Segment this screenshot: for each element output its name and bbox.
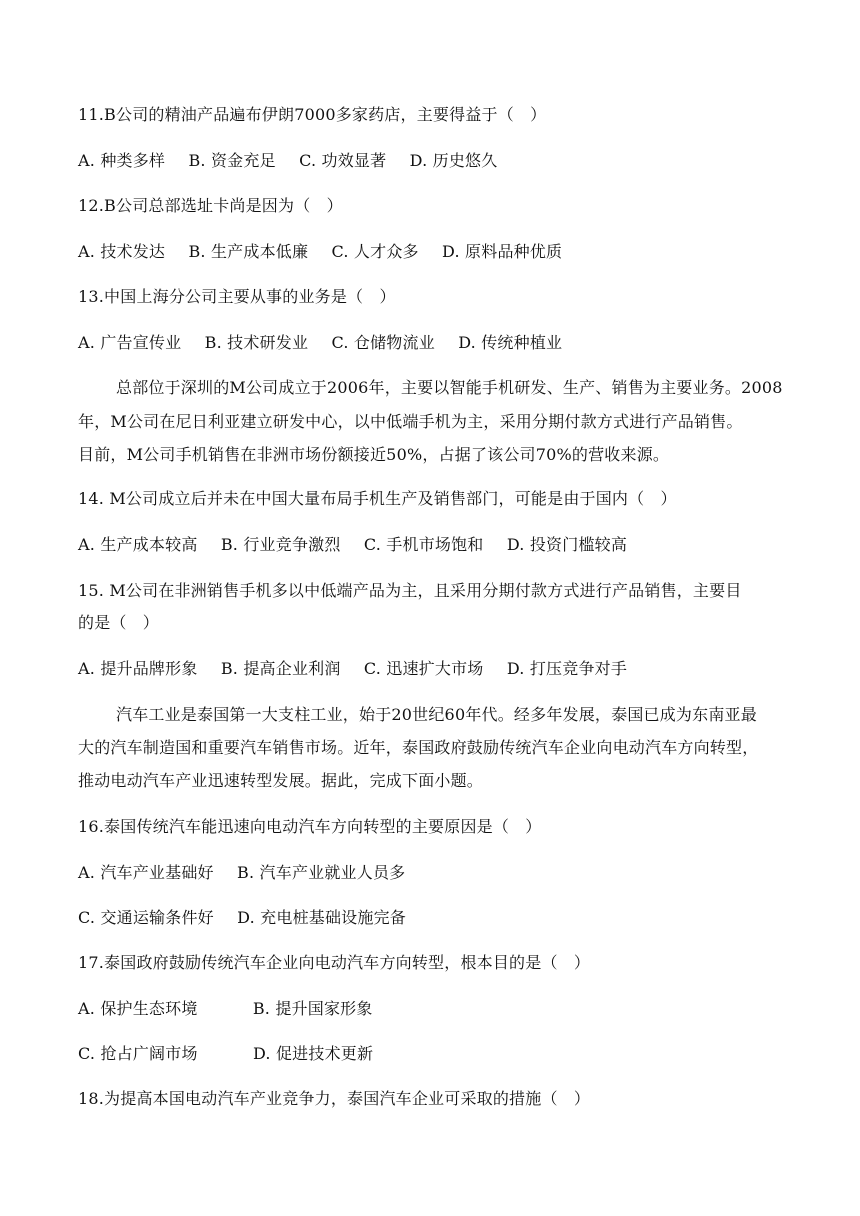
- question-11-options: [78, 150, 497, 172]
- question-11-option-d: D. 历史悠久: [409, 151, 498, 170]
- question-11-option-a: A. 种类多样: [78, 151, 166, 170]
- question-12-options: [78, 241, 562, 263]
- question-15-option-a: A. 提升品牌形象: [78, 659, 198, 678]
- question-17-options-row-1: [78, 998, 373, 1020]
- question-14-option-a: A. 生产成本较高: [78, 535, 198, 554]
- question-16-options-row-2: [78, 907, 406, 929]
- passage-thai-line-3: 推动电动汽车产业迅速转型发展。据此，完成下面小题。: [78, 771, 484, 790]
- question-17-option-c: C. 抢占广阔市场: [78, 1044, 198, 1063]
- passage-m-line-3: 目前，M公司手机销售在非洲市场份额接近50%，占据了该公司70%的营收来源。: [78, 445, 670, 464]
- question-17-option-a: A. 保护生态环境: [78, 999, 198, 1018]
- question-14-option-b: B. 行业竞争激烈: [220, 535, 341, 554]
- question-15-option-d: D. 打压竞争对手: [506, 659, 628, 678]
- passage-m-line-2: 年，M公司在尼日利亚建立研发中心，以中低端手机为主，采用分期付款方式进行产品销售。: [78, 412, 743, 431]
- question-18-stem: 18.为提高本国电动汽车产业竞争力，泰国汽车企业可采取的措施（ ）: [78, 1089, 591, 1108]
- question-15-stem-line-2: 的是（ ）: [78, 613, 160, 632]
- question-15-option-c: C. 迅速扩大市场: [363, 659, 484, 678]
- question-17-stem: 17.泰国政府鼓励传统汽车企业向电动汽车方向转型，根本目的是（ ）: [78, 953, 591, 972]
- question-16-option-c: C. 交通运输条件好: [78, 908, 214, 927]
- question-17-options-row-2: [78, 1043, 373, 1065]
- question-16-stem: 16.泰国传统汽车能迅速向电动汽车方向转型的主要原因是（ ）: [78, 817, 542, 836]
- question-13-option-c: C. 仓储物流业: [331, 333, 435, 352]
- question-12-option-d: D. 原料品种优质: [442, 242, 563, 261]
- question-15-options: [78, 658, 627, 680]
- question-12-option-c: C. 人才众多: [331, 242, 419, 261]
- question-12-option-b: B. 生产成本低廉: [188, 242, 309, 261]
- passage-thai-line-1: 汽车工业是泰国第一大支柱工业，始于20世纪60年代。经多年发展，泰国已成为东南亚最: [116, 705, 757, 724]
- question-13-option-b: B. 技术研发业: [204, 333, 309, 352]
- question-14-stem: 14. M公司成立后并未在中国大量布局手机生产及销售部门，可能是由于国内（ ）: [78, 489, 677, 508]
- question-13-stem: 13.中国上海分公司主要从事的业务是（ ）: [78, 287, 396, 306]
- question-14-options: [78, 534, 627, 556]
- question-16-options-row-1: [78, 862, 405, 884]
- question-17-option-d: D. 促进技术更新: [252, 1044, 374, 1063]
- question-16-option-a: A. 汽车产业基础好: [78, 863, 214, 882]
- passage-m-line-1: 总部位于深圳的M公司成立于2006年，主要以智能手机研发、生产、销售为主要业务。2008: [116, 378, 783, 397]
- question-14-option-d: D. 投资门槛较高: [506, 535, 628, 554]
- question-11-option-b: B. 资金充足: [188, 151, 276, 170]
- question-11-option-c: C. 功效显著: [299, 151, 387, 170]
- question-16-option-d: D. 充电桩基础设施完备: [237, 908, 406, 927]
- passage-thai-line-2: 大的汽车制造国和重要汽车销售市场。近年，泰国政府鼓励传统汽车企业向电动汽车方向转型，: [78, 738, 759, 757]
- question-13-option-a: A. 广告宣传业: [78, 333, 182, 352]
- question-14-option-c: C. 手机市场饱和: [363, 535, 484, 554]
- question-11-stem: 11.B公司的精油产品遍布伊朗7000多家药店，主要得益于（ ）: [78, 105, 547, 124]
- question-15-stem-line-1: 15. M公司在非洲销售手机多以中低端产品为主，且采用分期付款方式进行产品销售，主要目: [78, 581, 742, 600]
- question-15-option-b: B. 提高企业利润: [220, 659, 341, 678]
- question-12-stem: 12.B公司总部选址卡尚是因为（ ）: [78, 196, 343, 215]
- question-17-option-b: B. 提升国家形象: [252, 999, 373, 1018]
- question-16-option-b: B. 汽车产业就业人员多: [237, 863, 406, 882]
- question-12-option-a: A. 技术发达: [78, 242, 166, 261]
- question-13-options: [78, 332, 562, 354]
- question-13-option-d: D. 传统种植业: [458, 333, 563, 352]
